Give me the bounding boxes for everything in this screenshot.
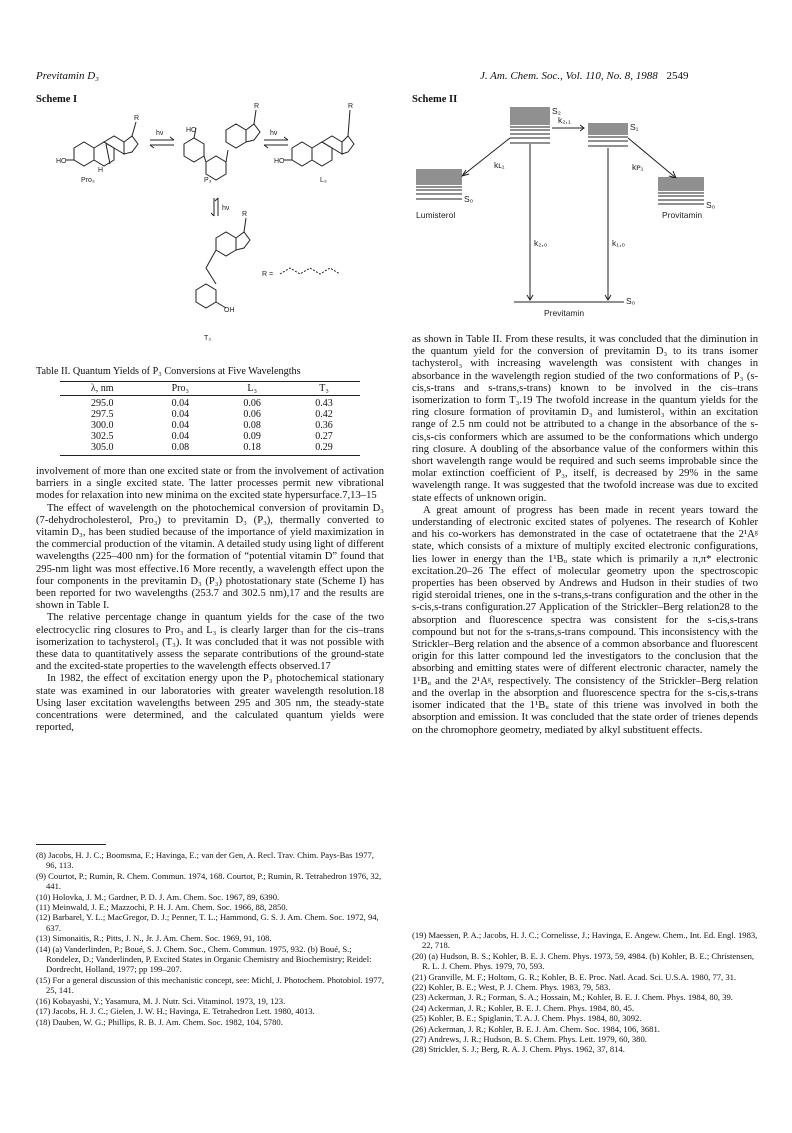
scheme-1-title: Scheme I (36, 94, 78, 105)
page-number: 2549 (666, 70, 689, 82)
s2-levels (510, 108, 550, 143)
k20-label: k₂,₀ (534, 238, 548, 248)
lumisterol-s0-label: S₀ (464, 194, 474, 204)
paragraph: The relative percentage change in quantum yields for the case of the two electrocyclic ring closures to Pro₃ and L₃ is clearly larger than for the cis–trans isomerization to tachysterol₃ (T₃). It was concluded that it was not possible with these data to quantitatively assess the separate contributions of the ground-state and the excited-state properties to the wavelength effects observed.17 (36, 612, 384, 673)
table-header-row (60, 383, 360, 394)
footnote: (21) Granville, M. F.; Holtom, G. R.; Kohler, B. E. Proc. Natl. Acad. Sci. U.S.A. 1980, 77, 31. (412, 971, 737, 982)
col-header-t3: T₃ (319, 383, 329, 394)
scheme-2-title: Scheme II (412, 94, 458, 105)
table-row: 302.5 0.04 0.09 0.27 (90, 431, 333, 442)
footnote: (25) Kohler, B. E.; Spiglanin, T. A. J. Chem. Phys. 1984, 80, 3092. (412, 1013, 642, 1024)
hv-label-3: hν (222, 205, 230, 212)
pro3-label: Pro₃ (81, 177, 95, 184)
quantum-yield-table (60, 383, 360, 453)
hv-label-1: hν (156, 130, 164, 137)
footnote: (26) Ackerman, J. R.; Kohler, B. E. J. Am. Chem. Soc. 1984, 106, 3681. (412, 1023, 660, 1034)
paragraph: The effect of wavelength on the photochemical conversion of provitamin D₃ (7-dehydrocholesterol, Pro₃) to previtamin D₃ (P₃), thermally converted to vitamin D₃, has been studied because of the importance of yield maximization in the commercial production of the vitamin. A detailed study using light of different wavelengths (225–400 nm) for the formation of “potential vitamin D” found that 295-nm light was most effective.16 More recently, a wavelength effect upon the four components in the previtamin D₃ (P₃) photostationary state (Scheme I) has been reported for two wavelengths (253.7 and 302.5 nm),17 and the results are shown in Table I. (36, 502, 384, 612)
pro3-structure (66, 122, 138, 166)
running-title: Previtamin D₃ (36, 70, 99, 82)
scheme-1-diagram (56, 100, 356, 355)
footnote: (24) Ackerman, J. R.; Kohler, B. E. J. Chem. Phys. 1984, 80, 45. (412, 1002, 635, 1013)
table-row: 300.0 0.04 0.08 0.36 (90, 420, 333, 431)
s2-label: S₂ (552, 106, 561, 116)
pro3-ho-label: HO (56, 158, 67, 165)
t3-label: T₃ (204, 335, 212, 342)
lumisterol-label: Lumisterol (416, 210, 456, 220)
footnote: (14) (a) Vanderlinden, P.; Boué, S. J. Chem. Soc., Chem. Commun. 1975, 932. (b) Boué, S.; Rondelez, D.; Vanderlinden, P. Excited States in Organic Chemistry and Biochemistry; Reidel: Dordrecht, Holland, 1977; pp 199–207. (36, 943, 372, 975)
k10-label: k₁,₀ (612, 238, 626, 248)
t3-structure (196, 218, 250, 308)
pro3-h-label: H (98, 167, 104, 174)
footnote: (20) (a) Hudson, B. S.; Kohler, B. E. J. Chem. Phys. 1973, 59, 4984. (b) Kohler, B. E.; Christensen, R. L. J. Chem. Phys. 1979, 70, 593. (412, 950, 755, 972)
footnote: (9) Courtot, P.; Rumin, R. Chem. Commun. 1974, 168. Courtot, P.; Rumin, R. Tetrahedron 1976, 32, 441. (36, 870, 382, 892)
hv-label-2: hν (270, 130, 278, 137)
l3-label: L₃ (320, 177, 327, 184)
s1-label: S₁ (630, 122, 639, 132)
t3-r-label: R (242, 211, 248, 218)
table-row: 305.0 0.08 0.18 0.29 (90, 442, 333, 453)
footnote: (13) Simonaitis, R.; Pitts, J. N., Jr. J. Am. Chem. Soc. 1969, 91, 108. (36, 933, 272, 944)
footnote: (12) Barbarel, Y. L.; MacGregor, D. J.; Penner, T. L.; Hammond, G. S. J. Am. Chem. Soc. 1972, 94, 637. (36, 912, 379, 933)
footnote: (15) For a general discussion of this mechanistic concept, see: Michl, J. Photochem. Photobiol. 1977, 25, 141. (36, 974, 384, 996)
col-header-l3: L₃ (247, 383, 257, 394)
journal-name: J. Am. Chem. Soc., Vol. 110, No. 8, 1988 (480, 70, 658, 82)
right-column-text (412, 334, 758, 737)
footnote: (18) Dauben, W. G.; Phillips, R. B. J. Am. Chem. Soc. 1982, 104, 5780. (36, 1016, 283, 1027)
k21-label: k₂,₁ (558, 115, 571, 125)
r-definition-label: R = (262, 271, 274, 278)
previtamin-s0-label: S₀ (626, 296, 636, 306)
s1-levels (588, 124, 628, 146)
footnote: (16) Kobayashi, Y.; Yasamura, M. J. Nutr. Sci. Vitaminol. 1973, 19, 123. (36, 995, 286, 1006)
table-row: 295.0 0.04 0.06 0.43 (90, 398, 333, 409)
provitamin-s0-label: S₀ (706, 200, 716, 210)
footnote: (11) Meinwald, J. E.; Mazzochi, P. H. J. Am. Chem. Soc. 1966, 88, 2850. (36, 902, 288, 913)
l3-ho-label: HO (274, 158, 285, 165)
table-2-caption: Table II. Quantum Yields of P₃ Conversions at Five Wavelengths (36, 366, 301, 377)
paragraph: A great amount of progress has been made in recent years toward the understanding of electronic excited states of polyenes. The research of Kohler and his co-workers has demonstrated in the case of octatetraene that the 2¹Aᵍ state, which consists of a mixture of multiply excited electronic configurations, lies lower in energy than the 1¹Bᵤ state which is primarily a π,π* electronic excitation.20–26 The effect of molecular geometry upon the spectroscopic properties has been observed by Andrews and Hudson in their studies of two rigid steroidal trienes, one in the s-trans,s-trans configuration and the other in the s-cis,s-trans configuration.27 Application of the Strickler–Berg relation28 to the absorption and fluorescence spectra was consistent for the s-cis,s-trans compound but not for the s-trans,s-trans compound. This inconsistency with the Strickler–Berg relation and the absence of a common absorbance and fluorescent origin for this latter compound led the investigators to the conclusion that the absorbing and emitting states were of different electronic character, namely the 1¹Bᵤ and the 2¹Aᵍ, respectively. The consistency of the Strickler–Berg relation and the overlap in the absorption and fluorescence spectra for the s-cis,s-trans isomer indicated that the 1¹Bᵤ state of this triene was involved in both the absorption and emission. It was concluded that the state order of trienes depends on the chromophore geometry, mediated by alkyl substituent effects. (412, 504, 758, 736)
l3-structure (284, 110, 354, 166)
footnote: (28) Strickler, S. J.; Berg, R. A. J. Chem. Phys. 1962, 37, 814. (412, 1044, 625, 1055)
p3-label: P₃ (204, 177, 212, 184)
pro3-r-label: R (134, 115, 140, 122)
paragraph: as shown in Table II. From these results, it was concluded that the diminution in the quantum yield for the conversion of previtamin D₃ to its trans isomer tachysterol₃ with increasing wavelength was consistent with changes in absorbance in the wavelength region studied of the two conformations of P₃ (s-cis,s-trans and s-trans,s-trans) known to be involved in the cis–trans isomerization to form T₃.19 The twofold increase in the quantum yields for the ring closure formation of provitamin D₃ and lumisterol₃ within an excitation range of 2.5 nm could not be attributed to a change in the absorbance of the s-cis,s-cis conformers which are assumed to be the conformations which undergo ring closure. A doubling of the absorbance value of the conformers within this short wavelength range would be required and such seems improbable since the molar extinction coefficient of P₃, itself, is decreased by 29% in the same wavelength range. It was suggested that the twofold increase was due to excited state effects of unknown origin. (412, 334, 758, 504)
footnote: (19) Maessen, P. A.; Jacobs, H. J. C.; Cornelisse, J.; Havinga, E. Angew. Chem., Int. Ed. Engl. 1983, 22, 718. (412, 930, 758, 951)
table-row: 297.5 0.04 0.06 0.42 (90, 409, 333, 420)
scheme-2-energy-diagram (412, 104, 760, 326)
col-header-pro3: Pro₃ (171, 383, 190, 394)
footnote: (17) Jacobs, H. J. C.; Gielen, J. W. H.; Havinga, E. Tetrahedron Lett. 1980, 4013. (36, 1006, 315, 1017)
footnote: (22) Kohler, B. E.; West, P. J. Chem. Phys. 1983, 79, 583. (412, 982, 611, 993)
p3-ho-label: HO (186, 127, 197, 134)
l3-r-label: R (348, 103, 354, 110)
kl1-label: kʟ₁ (494, 160, 505, 170)
footnote: (10) Holovka, J. M.; Gardner, P. D. J. Am. Chem. Soc. 1967, 89, 6390. (36, 891, 280, 902)
journal-citation (480, 70, 688, 82)
col-header-wavelength: λ, nm (90, 383, 114, 394)
provitamin-s0-levels (658, 178, 704, 204)
paragraph: involvement of more than one excited state or from the involvement of activation barriers in a single excited state. The latter processes permit new vibrational modes for relaxation into new minima on the excited state hypersurface.7,13–15 (36, 466, 384, 502)
footnote: (27) Andrews, J. R.; Hudson, B. S. Chem. Phys. Lett. 1979, 60, 380. (412, 1034, 647, 1045)
footnotes-right (412, 930, 758, 1055)
footnote: (23) Ackerman, J. R.; Forman, S. A.; Hossain, M.; Kohler, B. E. J. Chem. Phys. 1984, 80, 39. (412, 992, 733, 1003)
previtamin-label: Previtamin (544, 308, 585, 318)
footnote: (8) Jacobs, H. J. C.; Boomsma, F.; Havinga, E.; van der Gen, A. Recl. Trav. Chim. Pays-Bas 1977, 96, 113. (36, 850, 374, 871)
footnotes-left (36, 850, 384, 1027)
p3-structure (184, 110, 260, 180)
left-column-text (36, 466, 384, 734)
paragraph: In 1982, the effect of excitation energy upon the P₃ photochemical stationary state was examined in our laboratories with greater wavelength resolution.18 Using laser excitation wavelengths between 295 and 305 nm, the steady-state concentrations were determined, and the calculated quantum yields were reported, (36, 673, 384, 734)
lumisterol-s0-levels (416, 170, 462, 199)
kp1-label: kᴘ₁ (632, 162, 644, 172)
t3-oh-label: OH (224, 307, 235, 314)
provitamin-label: Provitamin (662, 210, 703, 220)
p3-r-label: R (254, 103, 260, 110)
